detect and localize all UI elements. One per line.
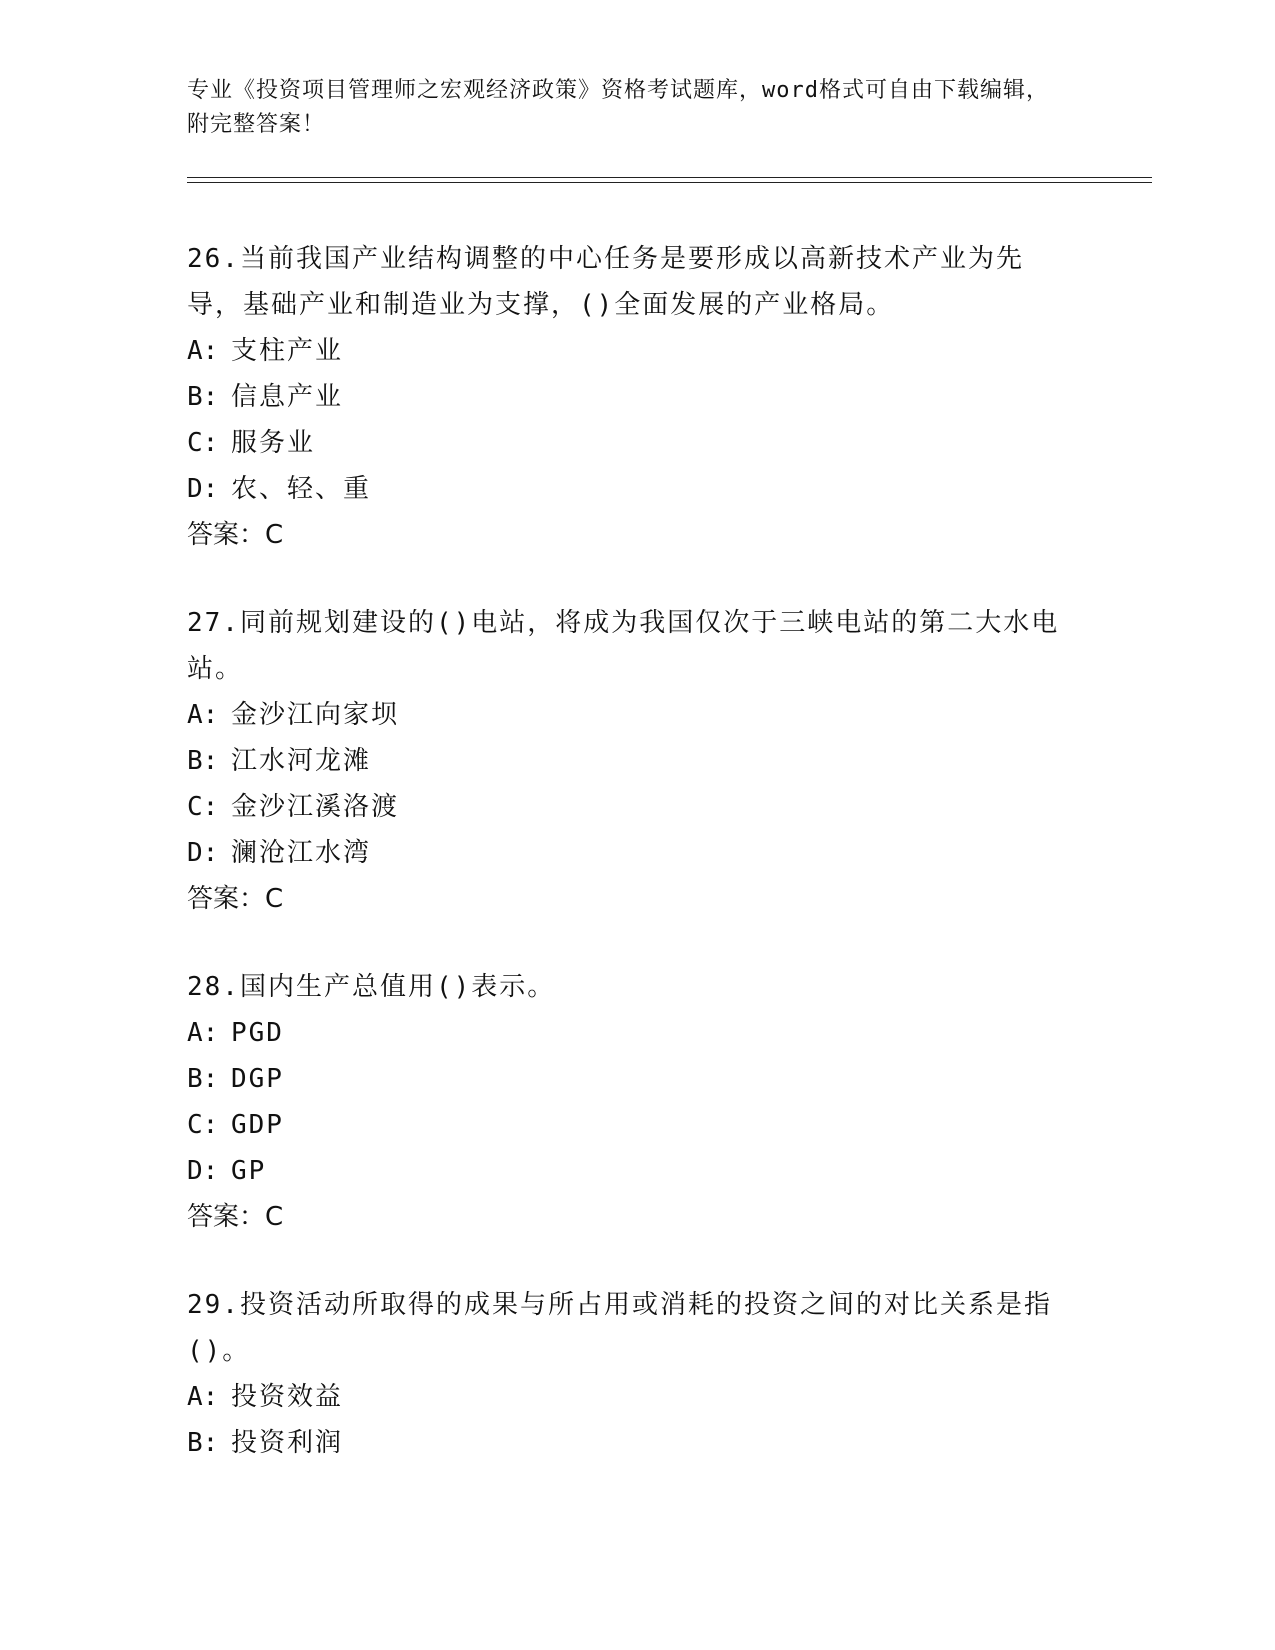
question-text: 28.国内生产总值用()表示。 bbox=[187, 972, 556, 1002]
option-a bbox=[187, 328, 1072, 374]
option-text: GP bbox=[231, 1156, 267, 1186]
option-c bbox=[187, 784, 1072, 830]
option-letter: D: bbox=[187, 1156, 219, 1186]
option-text: 农、轻、重 bbox=[231, 474, 372, 504]
option-letter: C: bbox=[187, 792, 219, 822]
header-divider-bottom bbox=[187, 182, 1152, 183]
option-letter: C: bbox=[187, 1110, 219, 1140]
option-a bbox=[187, 692, 1072, 738]
option-text: 服务业 bbox=[231, 428, 316, 458]
option-text: GDP bbox=[231, 1110, 284, 1140]
option-text: 投资利润 bbox=[231, 1428, 344, 1458]
question-28 bbox=[187, 964, 1072, 1240]
option-letter: D: bbox=[187, 474, 219, 504]
answer: 答案：C bbox=[187, 520, 284, 550]
option-letter: A: bbox=[187, 336, 219, 366]
option-letter: A: bbox=[187, 1018, 219, 1048]
document-intro: 专业《投资项目管理师之宏观经济政策》资格考试题库，word格式可自由下载编辑，附完整答案！ bbox=[187, 78, 1049, 137]
header-divider-top bbox=[187, 177, 1152, 178]
option-letter: A: bbox=[187, 700, 219, 730]
option-letter: D: bbox=[187, 838, 219, 868]
option-text: DGP bbox=[231, 1064, 284, 1094]
option-text: 金沙江溪洛渡 bbox=[231, 792, 400, 822]
option-c bbox=[187, 420, 1072, 466]
option-b bbox=[187, 738, 1072, 784]
option-text: 投资效益 bbox=[231, 1382, 344, 1412]
option-a bbox=[187, 1010, 1072, 1056]
option-b bbox=[187, 1420, 1072, 1466]
option-text: 金沙江向家坝 bbox=[231, 700, 400, 730]
option-text: 澜沧江水湾 bbox=[231, 838, 372, 868]
option-text: 信息产业 bbox=[231, 382, 344, 412]
option-letter: B: bbox=[187, 1064, 219, 1094]
question-27 bbox=[187, 600, 1072, 922]
option-d bbox=[187, 466, 1072, 512]
option-a bbox=[187, 1374, 1072, 1420]
question-text: 27.同前规划建设的()电站，将成为我国仅次于三峡电站的第二大水电站。 bbox=[187, 608, 1060, 684]
question-text: 29.投资活动所取得的成果与所占用或消耗的投资之间的对比关系是指()。 bbox=[187, 1290, 1052, 1366]
option-text: 支柱产业 bbox=[231, 336, 344, 366]
option-b bbox=[187, 374, 1072, 420]
option-letter: B: bbox=[187, 1428, 219, 1458]
option-d bbox=[187, 830, 1072, 876]
option-b bbox=[187, 1056, 1072, 1102]
option-d bbox=[187, 1148, 1072, 1194]
option-letter: B: bbox=[187, 746, 219, 776]
question-29 bbox=[187, 1282, 1072, 1466]
option-text: 江水河龙滩 bbox=[231, 746, 372, 776]
option-letter: C: bbox=[187, 428, 219, 458]
option-c bbox=[187, 1102, 1072, 1148]
question-text: 26.当前我国产业结构调整的中心任务是要形成以高新技术产业为先导，基础产业和制造业为支撑，()全面发展的产业格局。 bbox=[187, 244, 1024, 320]
option-text: PGD bbox=[231, 1018, 284, 1048]
question-26 bbox=[187, 236, 1072, 558]
answer: 答案：C bbox=[187, 1202, 284, 1232]
option-letter: B: bbox=[187, 382, 219, 412]
answer: 答案：C bbox=[187, 884, 284, 914]
option-letter: A: bbox=[187, 1382, 219, 1412]
